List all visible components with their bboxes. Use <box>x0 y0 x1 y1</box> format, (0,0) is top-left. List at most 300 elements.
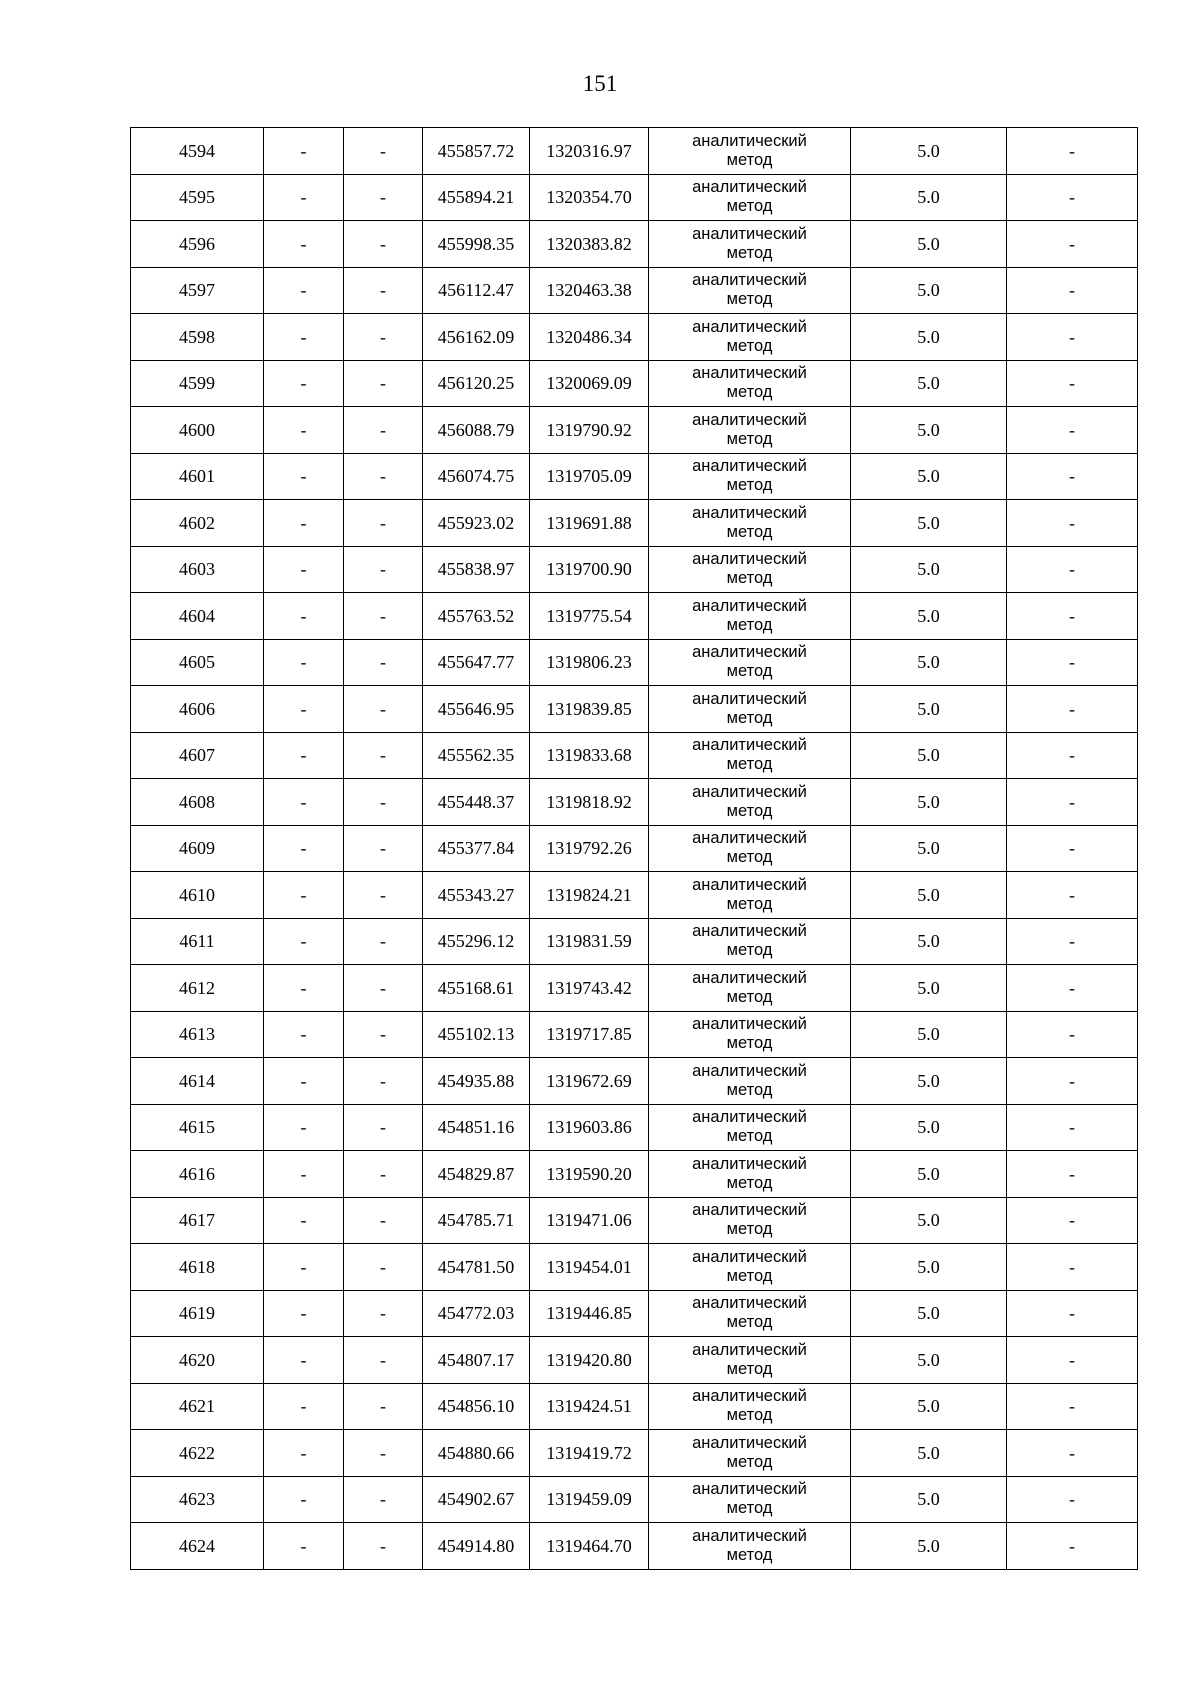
dash-cell: - <box>264 1104 344 1151</box>
method-cell <box>649 1197 851 1244</box>
dash-cell: - <box>1007 1244 1138 1291</box>
dash-cell: - <box>1007 825 1138 872</box>
dash-cell: - <box>264 453 344 500</box>
dash-cell: - <box>264 825 344 872</box>
accuracy-value-cell: 5.0 <box>851 1290 1007 1337</box>
method-line-1: аналитический <box>692 178 807 197</box>
method-line-2: метод <box>726 290 773 309</box>
method-line-1: аналитический <box>692 271 807 290</box>
table-row <box>131 872 1138 919</box>
dash-cell: - <box>344 779 423 826</box>
point-number-cell: 4610 <box>131 872 264 919</box>
method-line-2: метод <box>726 708 773 727</box>
y-coordinate-cell: 1319454.01 <box>530 1244 649 1291</box>
accuracy-value-cell: 5.0 <box>851 1476 1007 1523</box>
x-coordinate-cell: 455894.21 <box>423 174 530 221</box>
method-line-2: метод <box>726 1034 773 1053</box>
y-coordinate-cell: 1319446.85 <box>530 1290 649 1337</box>
table-row <box>131 407 1138 454</box>
y-coordinate-cell: 1319700.90 <box>530 546 649 593</box>
method-cell <box>649 267 851 314</box>
method-line-2: метод <box>726 1080 773 1099</box>
method-cell <box>649 221 851 268</box>
method-line-2: метод <box>726 150 773 169</box>
dash-cell: - <box>344 500 423 547</box>
dash-cell: - <box>1007 546 1138 593</box>
dash-cell: - <box>264 1383 344 1430</box>
y-coordinate-cell: 1319743.42 <box>530 965 649 1012</box>
accuracy-value-cell: 5.0 <box>851 1058 1007 1105</box>
method-line-1: аналитический <box>692 922 807 941</box>
dash-cell: - <box>344 360 423 407</box>
x-coordinate-cell: 454781.50 <box>423 1244 530 1291</box>
method-line-1: аналитический <box>692 1154 807 1173</box>
dash-cell: - <box>264 314 344 361</box>
dash-cell: - <box>1007 593 1138 640</box>
dash-cell: - <box>344 872 423 919</box>
table-row <box>131 732 1138 779</box>
method-line-1: аналитический <box>692 782 807 801</box>
y-coordinate-cell: 1320383.82 <box>530 221 649 268</box>
point-number-cell: 4616 <box>131 1151 264 1198</box>
y-coordinate-cell: 1319471.06 <box>530 1197 649 1244</box>
accuracy-value-cell: 5.0 <box>851 639 1007 686</box>
table-row <box>131 174 1138 221</box>
dash-cell: - <box>1007 1058 1138 1105</box>
dash-cell: - <box>264 639 344 686</box>
accuracy-value-cell: 5.0 <box>851 500 1007 547</box>
accuracy-value-cell: 5.0 <box>851 779 1007 826</box>
x-coordinate-cell: 455857.72 <box>423 128 530 175</box>
point-number-cell: 4606 <box>131 686 264 733</box>
method-line-2: метод <box>726 197 773 216</box>
dash-cell: - <box>1007 221 1138 268</box>
x-coordinate-cell: 454785.71 <box>423 1197 530 1244</box>
dash-cell: - <box>344 918 423 965</box>
method-line-2: метод <box>726 522 773 541</box>
accuracy-value-cell: 5.0 <box>851 360 1007 407</box>
table-row <box>131 128 1138 175</box>
dash-cell: - <box>1007 1523 1138 1570</box>
method-line-2: метод <box>726 1220 773 1239</box>
table-row <box>131 453 1138 500</box>
x-coordinate-cell: 454829.87 <box>423 1151 530 1198</box>
dash-cell: - <box>264 1476 344 1523</box>
x-coordinate-cell: 455923.02 <box>423 500 530 547</box>
method-line-2: метод <box>726 662 773 681</box>
accuracy-value-cell: 5.0 <box>851 1197 1007 1244</box>
method-line-2: метод <box>726 429 773 448</box>
method-line-1: аналитический <box>692 875 807 894</box>
dash-cell: - <box>1007 918 1138 965</box>
y-coordinate-cell: 1319806.23 <box>530 639 649 686</box>
dash-cell: - <box>264 267 344 314</box>
method-line-2: метод <box>726 894 773 913</box>
accuracy-value-cell: 5.0 <box>851 1430 1007 1477</box>
dash-cell: - <box>344 1197 423 1244</box>
method-line-2: метод <box>726 755 773 774</box>
dash-cell: - <box>1007 1104 1138 1151</box>
method-line-2: метод <box>726 1127 773 1146</box>
accuracy-value-cell: 5.0 <box>851 872 1007 919</box>
dash-cell: - <box>1007 1383 1138 1430</box>
dash-cell: - <box>344 825 423 872</box>
accuracy-value-cell: 5.0 <box>851 174 1007 221</box>
y-coordinate-cell: 1320316.97 <box>530 128 649 175</box>
point-number-cell: 4597 <box>131 267 264 314</box>
dash-cell: - <box>264 546 344 593</box>
dash-cell: - <box>1007 267 1138 314</box>
dash-cell: - <box>344 686 423 733</box>
dash-cell: - <box>1007 174 1138 221</box>
y-coordinate-cell: 1319691.88 <box>530 500 649 547</box>
dash-cell: - <box>1007 1337 1138 1384</box>
x-coordinate-cell: 454772.03 <box>423 1290 530 1337</box>
x-coordinate-cell: 456112.47 <box>423 267 530 314</box>
dash-cell: - <box>264 1337 344 1384</box>
table-row <box>131 314 1138 361</box>
dash-cell: - <box>264 1290 344 1337</box>
dash-cell: - <box>1007 1151 1138 1198</box>
method-line-1: аналитический <box>692 1108 807 1127</box>
x-coordinate-cell: 455646.95 <box>423 686 530 733</box>
point-number-cell: 4600 <box>131 407 264 454</box>
method-cell <box>649 546 851 593</box>
dash-cell: - <box>1007 128 1138 175</box>
method-cell <box>649 918 851 965</box>
dash-cell: - <box>264 1430 344 1477</box>
table-row <box>131 1104 1138 1151</box>
method-line-2: метод <box>726 1173 773 1192</box>
y-coordinate-cell: 1319419.72 <box>530 1430 649 1477</box>
method-line-2: метод <box>726 1545 773 1564</box>
table-row <box>131 1476 1138 1523</box>
dash-cell: - <box>344 1104 423 1151</box>
method-cell <box>649 1290 851 1337</box>
method-line-1: аналитический <box>692 1015 807 1034</box>
y-coordinate-cell: 1319833.68 <box>530 732 649 779</box>
y-coordinate-cell: 1319790.92 <box>530 407 649 454</box>
method-line-2: метод <box>726 569 773 588</box>
x-coordinate-cell: 454935.88 <box>423 1058 530 1105</box>
x-coordinate-cell: 454902.67 <box>423 1476 530 1523</box>
method-line-2: метод <box>726 615 773 634</box>
method-cell <box>649 1476 851 1523</box>
accuracy-value-cell: 5.0 <box>851 1523 1007 1570</box>
method-cell <box>649 686 851 733</box>
x-coordinate-cell: 455448.37 <box>423 779 530 826</box>
method-line-1: аналитический <box>692 1247 807 1266</box>
method-line-1: аналитический <box>692 1061 807 1080</box>
x-coordinate-cell: 455763.52 <box>423 593 530 640</box>
table-row <box>131 1383 1138 1430</box>
method-line-2: метод <box>726 1313 773 1332</box>
point-number-cell: 4602 <box>131 500 264 547</box>
x-coordinate-cell: 455102.13 <box>423 1011 530 1058</box>
dash-cell: - <box>344 639 423 686</box>
method-cell <box>649 128 851 175</box>
table-row <box>131 360 1138 407</box>
method-line-2: метод <box>726 1406 773 1425</box>
y-coordinate-cell: 1320463.38 <box>530 267 649 314</box>
dash-cell: - <box>1007 500 1138 547</box>
point-number-cell: 4617 <box>131 1197 264 1244</box>
x-coordinate-cell: 455296.12 <box>423 918 530 965</box>
dash-cell: - <box>344 1476 423 1523</box>
dash-cell: - <box>344 1383 423 1430</box>
method-line-1: аналитический <box>692 689 807 708</box>
method-line-2: метод <box>726 243 773 262</box>
method-line-2: метод <box>726 801 773 820</box>
x-coordinate-cell: 454856.10 <box>423 1383 530 1430</box>
point-number-cell: 4614 <box>131 1058 264 1105</box>
method-line-1: аналитический <box>692 1480 807 1499</box>
method-line-2: метод <box>726 1359 773 1378</box>
table-row <box>131 686 1138 733</box>
point-number-cell: 4611 <box>131 918 264 965</box>
x-coordinate-cell: 456162.09 <box>423 314 530 361</box>
method-cell <box>649 1383 851 1430</box>
x-coordinate-cell: 455998.35 <box>423 221 530 268</box>
y-coordinate-cell: 1320069.09 <box>530 360 649 407</box>
dash-cell: - <box>1007 965 1138 1012</box>
table-row <box>131 221 1138 268</box>
dash-cell: - <box>344 1430 423 1477</box>
x-coordinate-cell: 454880.66 <box>423 1430 530 1477</box>
y-coordinate-cell: 1319839.85 <box>530 686 649 733</box>
dash-cell: - <box>264 1197 344 1244</box>
table-row <box>131 1430 1138 1477</box>
method-line-1: аналитический <box>692 736 807 755</box>
dash-cell: - <box>264 686 344 733</box>
method-line-1: аналитический <box>692 596 807 615</box>
y-coordinate-cell: 1319464.70 <box>530 1523 649 1570</box>
y-coordinate-cell: 1319717.85 <box>530 1011 649 1058</box>
method-cell <box>649 639 851 686</box>
y-coordinate-cell: 1319603.86 <box>530 1104 649 1151</box>
dash-cell: - <box>1007 686 1138 733</box>
y-coordinate-cell: 1319705.09 <box>530 453 649 500</box>
point-number-cell: 4605 <box>131 639 264 686</box>
table-body <box>131 128 1138 1570</box>
method-line-2: метод <box>726 987 773 1006</box>
y-coordinate-cell: 1319424.51 <box>530 1383 649 1430</box>
x-coordinate-cell: 455343.27 <box>423 872 530 919</box>
table-row <box>131 1151 1138 1198</box>
accuracy-value-cell: 5.0 <box>851 1337 1007 1384</box>
method-line-1: аналитический <box>692 643 807 662</box>
accuracy-value-cell: 5.0 <box>851 314 1007 361</box>
method-cell <box>649 1011 851 1058</box>
dash-cell: - <box>1007 1476 1138 1523</box>
method-line-1: аналитический <box>692 1294 807 1313</box>
table-row <box>131 267 1138 314</box>
dash-cell: - <box>344 1244 423 1291</box>
accuracy-value-cell: 5.0 <box>851 732 1007 779</box>
method-cell <box>649 453 851 500</box>
page-number: 151 <box>582 71 618 96</box>
method-line-2: метод <box>726 1452 773 1471</box>
dash-cell: - <box>344 1290 423 1337</box>
y-coordinate-cell: 1320486.34 <box>530 314 649 361</box>
accuracy-value-cell: 5.0 <box>851 407 1007 454</box>
table-row <box>131 1523 1138 1570</box>
dash-cell: - <box>344 546 423 593</box>
method-line-1: аналитический <box>692 1201 807 1220</box>
point-number-cell: 4612 <box>131 965 264 1012</box>
accuracy-value-cell: 5.0 <box>851 1151 1007 1198</box>
table-row <box>131 1290 1138 1337</box>
method-cell <box>649 500 851 547</box>
dash-cell: - <box>1007 1197 1138 1244</box>
method-line-1: аналитический <box>692 1526 807 1545</box>
point-number-cell: 4622 <box>131 1430 264 1477</box>
dash-cell: - <box>264 1151 344 1198</box>
accuracy-value-cell: 5.0 <box>851 1011 1007 1058</box>
dash-cell: - <box>264 221 344 268</box>
dash-cell: - <box>264 128 344 175</box>
accuracy-value-cell: 5.0 <box>851 825 1007 872</box>
dash-cell: - <box>1007 1290 1138 1337</box>
y-coordinate-cell: 1319672.69 <box>530 1058 649 1105</box>
accuracy-value-cell: 5.0 <box>851 546 1007 593</box>
coordinates-table-container <box>130 127 1138 1570</box>
point-number-cell: 4599 <box>131 360 264 407</box>
method-line-1: аналитический <box>692 410 807 429</box>
accuracy-value-cell: 5.0 <box>851 593 1007 640</box>
dash-cell: - <box>1007 1011 1138 1058</box>
accuracy-value-cell: 5.0 <box>851 128 1007 175</box>
point-number-cell: 4619 <box>131 1290 264 1337</box>
point-number-cell: 4604 <box>131 593 264 640</box>
accuracy-value-cell: 5.0 <box>851 221 1007 268</box>
accuracy-value-cell: 5.0 <box>851 267 1007 314</box>
x-coordinate-cell: 455838.97 <box>423 546 530 593</box>
dash-cell: - <box>264 174 344 221</box>
method-line-1: аналитический <box>692 457 807 476</box>
dash-cell: - <box>264 918 344 965</box>
point-number-cell: 4609 <box>131 825 264 872</box>
accuracy-value-cell: 5.0 <box>851 918 1007 965</box>
table-row <box>131 779 1138 826</box>
dash-cell: - <box>264 500 344 547</box>
y-coordinate-cell: 1319420.80 <box>530 1337 649 1384</box>
method-line-1: аналитический <box>692 317 807 336</box>
y-coordinate-cell: 1319818.92 <box>530 779 649 826</box>
method-line-1: аналитический <box>692 550 807 569</box>
table-row <box>131 593 1138 640</box>
dash-cell: - <box>344 593 423 640</box>
dash-cell: - <box>1007 1430 1138 1477</box>
point-number-cell: 4620 <box>131 1337 264 1384</box>
dash-cell: - <box>264 1523 344 1570</box>
dash-cell: - <box>1007 779 1138 826</box>
dash-cell: - <box>264 1011 344 1058</box>
point-number-cell: 4607 <box>131 732 264 779</box>
table-row <box>131 1011 1138 1058</box>
accuracy-value-cell: 5.0 <box>851 1383 1007 1430</box>
accuracy-value-cell: 5.0 <box>851 453 1007 500</box>
dash-cell: - <box>1007 639 1138 686</box>
method-cell <box>649 1523 851 1570</box>
table-row <box>131 546 1138 593</box>
method-cell <box>649 1104 851 1151</box>
method-line-2: метод <box>726 1499 773 1518</box>
dash-cell: - <box>1007 407 1138 454</box>
dash-cell: - <box>264 872 344 919</box>
method-line-2: метод <box>726 476 773 495</box>
point-number-cell: 4598 <box>131 314 264 361</box>
table-row <box>131 918 1138 965</box>
method-cell <box>649 1058 851 1105</box>
dash-cell: - <box>344 1523 423 1570</box>
dash-cell: - <box>264 593 344 640</box>
point-number-cell: 4615 <box>131 1104 264 1151</box>
dash-cell: - <box>344 221 423 268</box>
x-coordinate-cell: 456120.25 <box>423 360 530 407</box>
dash-cell: - <box>264 779 344 826</box>
dash-cell: - <box>1007 314 1138 361</box>
method-cell <box>649 825 851 872</box>
dash-cell: - <box>344 174 423 221</box>
dash-cell: - <box>344 1058 423 1105</box>
x-coordinate-cell: 454807.17 <box>423 1337 530 1384</box>
method-cell <box>649 779 851 826</box>
dash-cell: - <box>344 732 423 779</box>
x-coordinate-cell: 455647.77 <box>423 639 530 686</box>
method-cell <box>649 965 851 1012</box>
point-number-cell: 4624 <box>131 1523 264 1570</box>
dash-cell: - <box>264 360 344 407</box>
method-line-1: аналитический <box>692 968 807 987</box>
y-coordinate-cell: 1319590.20 <box>530 1151 649 1198</box>
table-row <box>131 825 1138 872</box>
dash-cell: - <box>344 965 423 1012</box>
method-line-2: метод <box>726 383 773 402</box>
point-number-cell: 4608 <box>131 779 264 826</box>
x-coordinate-cell: 455562.35 <box>423 732 530 779</box>
dash-cell: - <box>1007 872 1138 919</box>
point-number-cell: 4601 <box>131 453 264 500</box>
dash-cell: - <box>344 128 423 175</box>
method-line-2: метод <box>726 848 773 867</box>
method-line-1: аналитический <box>692 1340 807 1359</box>
method-cell <box>649 1151 851 1198</box>
point-number-cell: 4603 <box>131 546 264 593</box>
method-cell <box>649 360 851 407</box>
accuracy-value-cell: 5.0 <box>851 1104 1007 1151</box>
method-line-1: аналитический <box>692 1387 807 1406</box>
point-number-cell: 4618 <box>131 1244 264 1291</box>
x-coordinate-cell: 456088.79 <box>423 407 530 454</box>
dash-cell: - <box>1007 360 1138 407</box>
method-line-1: аналитический <box>692 131 807 150</box>
dash-cell: - <box>264 1244 344 1291</box>
y-coordinate-cell: 1319831.59 <box>530 918 649 965</box>
x-coordinate-cell: 454851.16 <box>423 1104 530 1151</box>
point-number-cell: 4594 <box>131 128 264 175</box>
dash-cell: - <box>344 314 423 361</box>
method-cell <box>649 593 851 640</box>
method-line-1: аналитический <box>692 364 807 383</box>
x-coordinate-cell: 455377.84 <box>423 825 530 872</box>
table-row <box>131 965 1138 1012</box>
dash-cell: - <box>264 407 344 454</box>
table-row <box>131 1244 1138 1291</box>
method-cell <box>649 732 851 779</box>
dash-cell: - <box>344 453 423 500</box>
table-row <box>131 1058 1138 1105</box>
